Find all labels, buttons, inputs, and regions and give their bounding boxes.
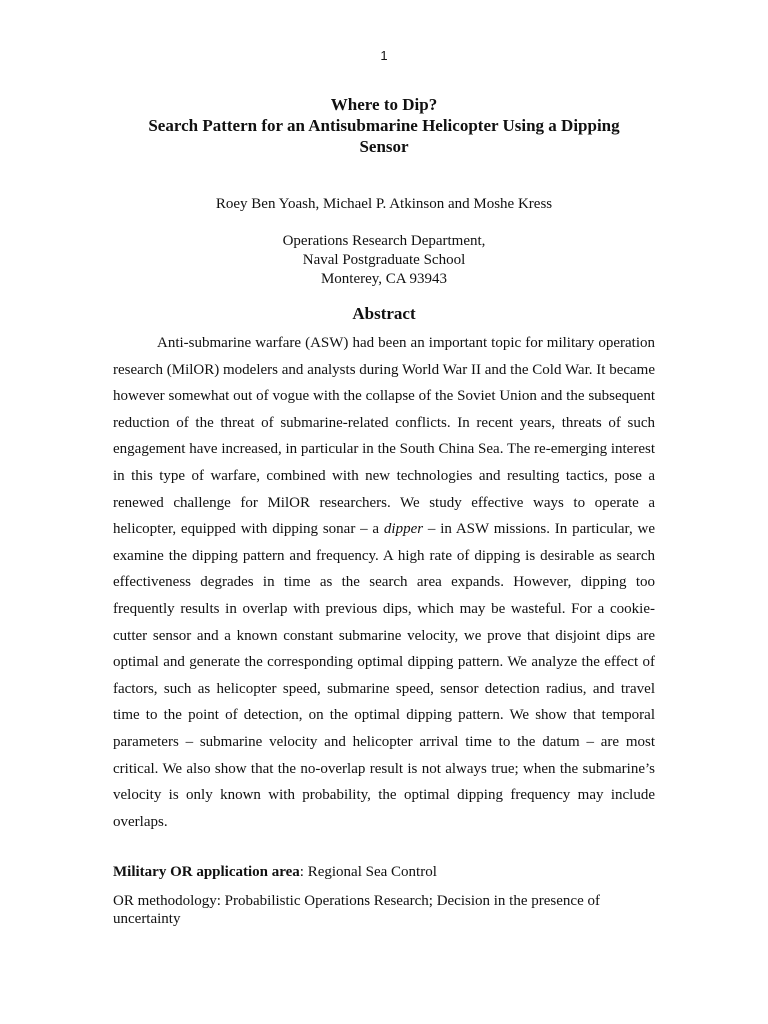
affiliation-department: Operations Research Department, — [282, 233, 486, 249]
abstract-text-part-1: Anti-submarine warfare (ASW) had been an important topic for military operation research (MilOR) modelers and analysts during World War II and the Cold War. It became however somewhat out of vogue with the collapse of the Soviet Union and the subsequent reduction of the threat of submarine-related conflicts. In recent years, threats of such engagement have increased, in particular in the South China Sea. The re-emerging interest in this type of warfare, combined with new technologies and resulting tactics, pose a renewed challenge for MilOR researchers. We study effective ways to operate a helicopter, equipped with dipping sonar – a — [113, 335, 655, 538]
title-line-2: Search Pattern for an Antisubmarine Helicopter Using a Dipping — [148, 116, 620, 135]
paper-title — [100, 94, 668, 157]
abstract-text-part-2: – in ASW missions. In particular, we examine the dipping pattern and frequency. A high rate of dipping is desirable as search effectiveness degrades in time as the search area expands. However, dipping too frequently results in overlap with previous dips, which may be wasteful. For a cookie-cutter sensor and a known constant submarine velocity, we prove that disjoint dips are optimal and generate the corresponding optimal dipping pattern. We analyze the effect of factors, such as helicopter speed, submarine speed, sensor detection radius, and travel time to the point of detection, on the optimal dipping pattern. We show that temporal parameters – submarine velocity and helicopter arrival time to the datum – are most critical. We also show that the no-overlap result is not always true; when the submarine’s velocity is only known with probability, the optimal dipping frequency may include overlaps. — [113, 521, 655, 830]
page-number: 1 — [380, 48, 388, 63]
application-area-value: : Regional Sea Control — [299, 864, 437, 880]
affiliation-location: Monterey, CA 93943 — [320, 271, 448, 287]
affiliation — [0, 232, 768, 289]
abstract-italic-term: dipper — [383, 521, 424, 538]
application-area — [113, 864, 655, 881]
title-line-3: Sensor — [359, 137, 409, 156]
or-methodology: OR methodology: Probabilistic Operations Research; Decision in the presence of uncertainty — [113, 893, 600, 927]
author-list: Roey Ben Yoash, Michael P. Atkinson and Moshe Kress — [215, 196, 553, 212]
title-line-1: Where to Dip? — [330, 95, 438, 114]
application-area-label: Military OR application area — [113, 864, 300, 880]
abstract-heading: Abstract — [352, 304, 416, 323]
abstract-body — [113, 330, 655, 835]
affiliation-school: Naval Postgraduate School — [302, 252, 466, 268]
